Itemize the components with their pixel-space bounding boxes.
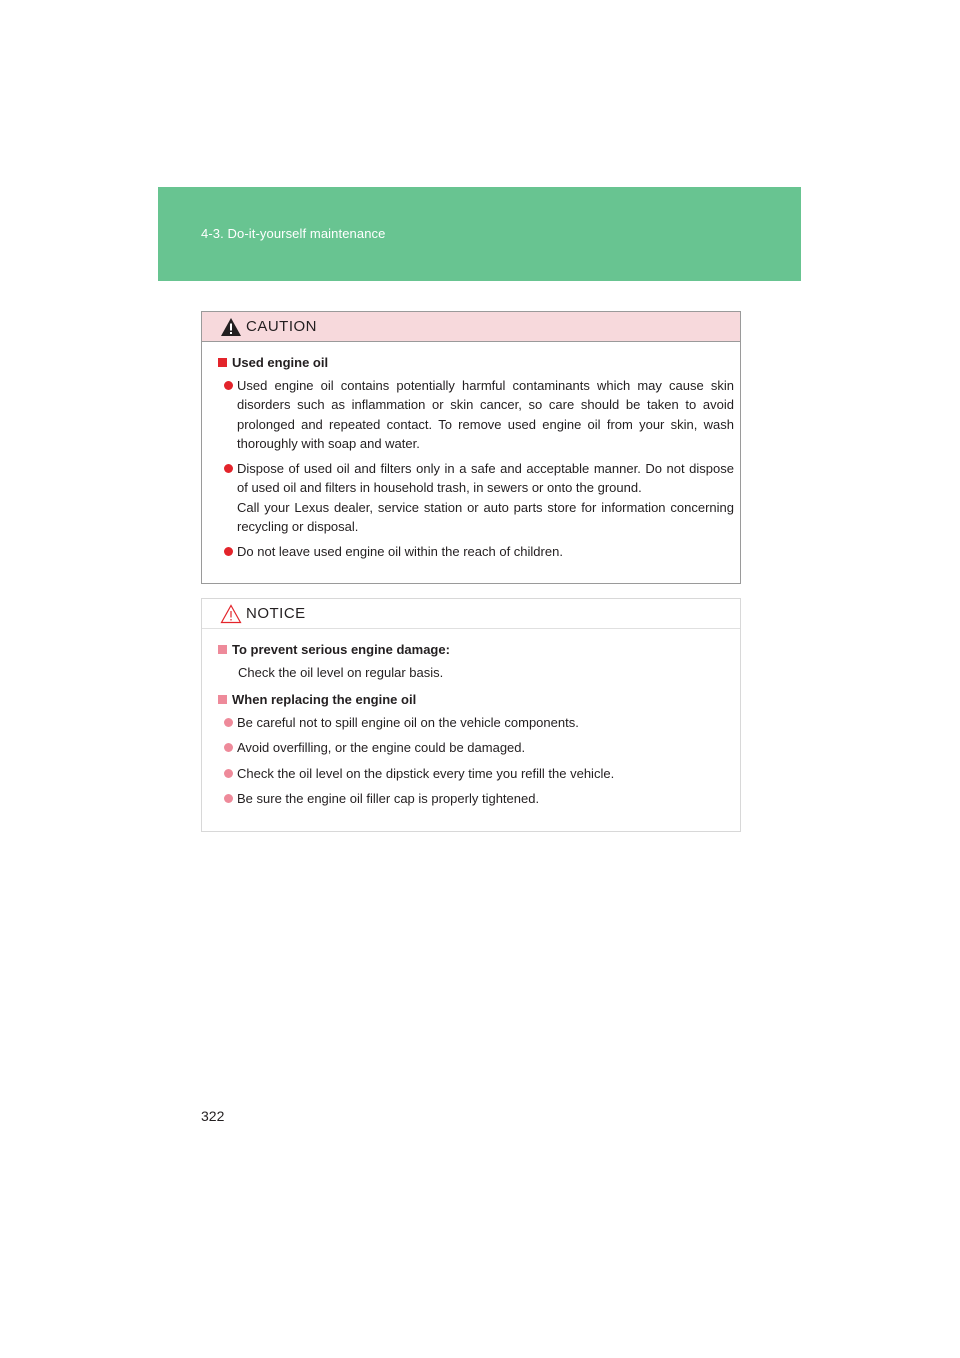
square-bullet-icon [218,645,227,654]
round-bullet-icon [224,464,233,473]
notice-bullet: Be sure the engine oil filler cap is properly tightened. [218,789,734,808]
page-number: 322 [201,1108,225,1124]
square-bullet-icon [218,695,227,704]
notice-body [202,629,740,808]
notice-text: Check the oil level on regular basis. [238,665,444,680]
caution-header [202,312,740,342]
section-title: 4-3. Do-it-yourself maintenance [201,226,386,241]
caution-box [201,311,741,584]
notice-bullet: Check the oil level on the dipstick every time you refill the vehicle. [218,764,734,783]
notice-header [202,599,740,629]
notice-subhead: To prevent serious engine damage: [218,639,734,659]
warning-triangle-outline-icon [220,604,242,624]
caution-body [202,342,740,562]
round-bullet-icon [224,381,233,390]
bullet-text-continuation: Call your Lexus dealer, service station or auto parts store for information concerning recycling or disposal. [237,499,734,535]
square-bullet-icon [218,358,227,367]
caution-bullet: Used engine oil contains potentially harmful contaminants which may cause skin disorders such as inflammation or skin cancer, so care should be taken to avoid prolonged and repeated contact. To remove used engine oil from your skin, wash thoroughly with soap and water. [218,376,734,453]
notice-box [201,598,741,832]
round-bullet-icon [224,794,233,803]
caution-title: CAUTION [246,318,317,335]
caution-subhead: Used engine oil [218,352,734,372]
notice-title: NOTICE [246,605,306,622]
notice-bullet: Be careful not to spill engine oil on the vehicle components. [218,713,734,732]
warning-triangle-icon [220,317,242,337]
notice-subhead: When replacing the engine oil [218,689,734,709]
caution-bullet: Do not leave used engine oil within the reach of children. [218,542,734,561]
round-bullet-icon [224,547,233,556]
round-bullet-icon [224,718,233,727]
caution-bullet [218,459,734,536]
bullet-text-line: Dispose of used oil and filters only in a safe and acceptable manner. Do not dispose of used oil and filters in household trash, in sewers or onto the ground. [237,461,734,496]
round-bullet-icon [224,743,233,752]
notice-bullet: Avoid overfilling, or the engine could be damaged. [218,738,734,757]
round-bullet-icon [224,769,233,778]
section-header-band [158,187,801,281]
